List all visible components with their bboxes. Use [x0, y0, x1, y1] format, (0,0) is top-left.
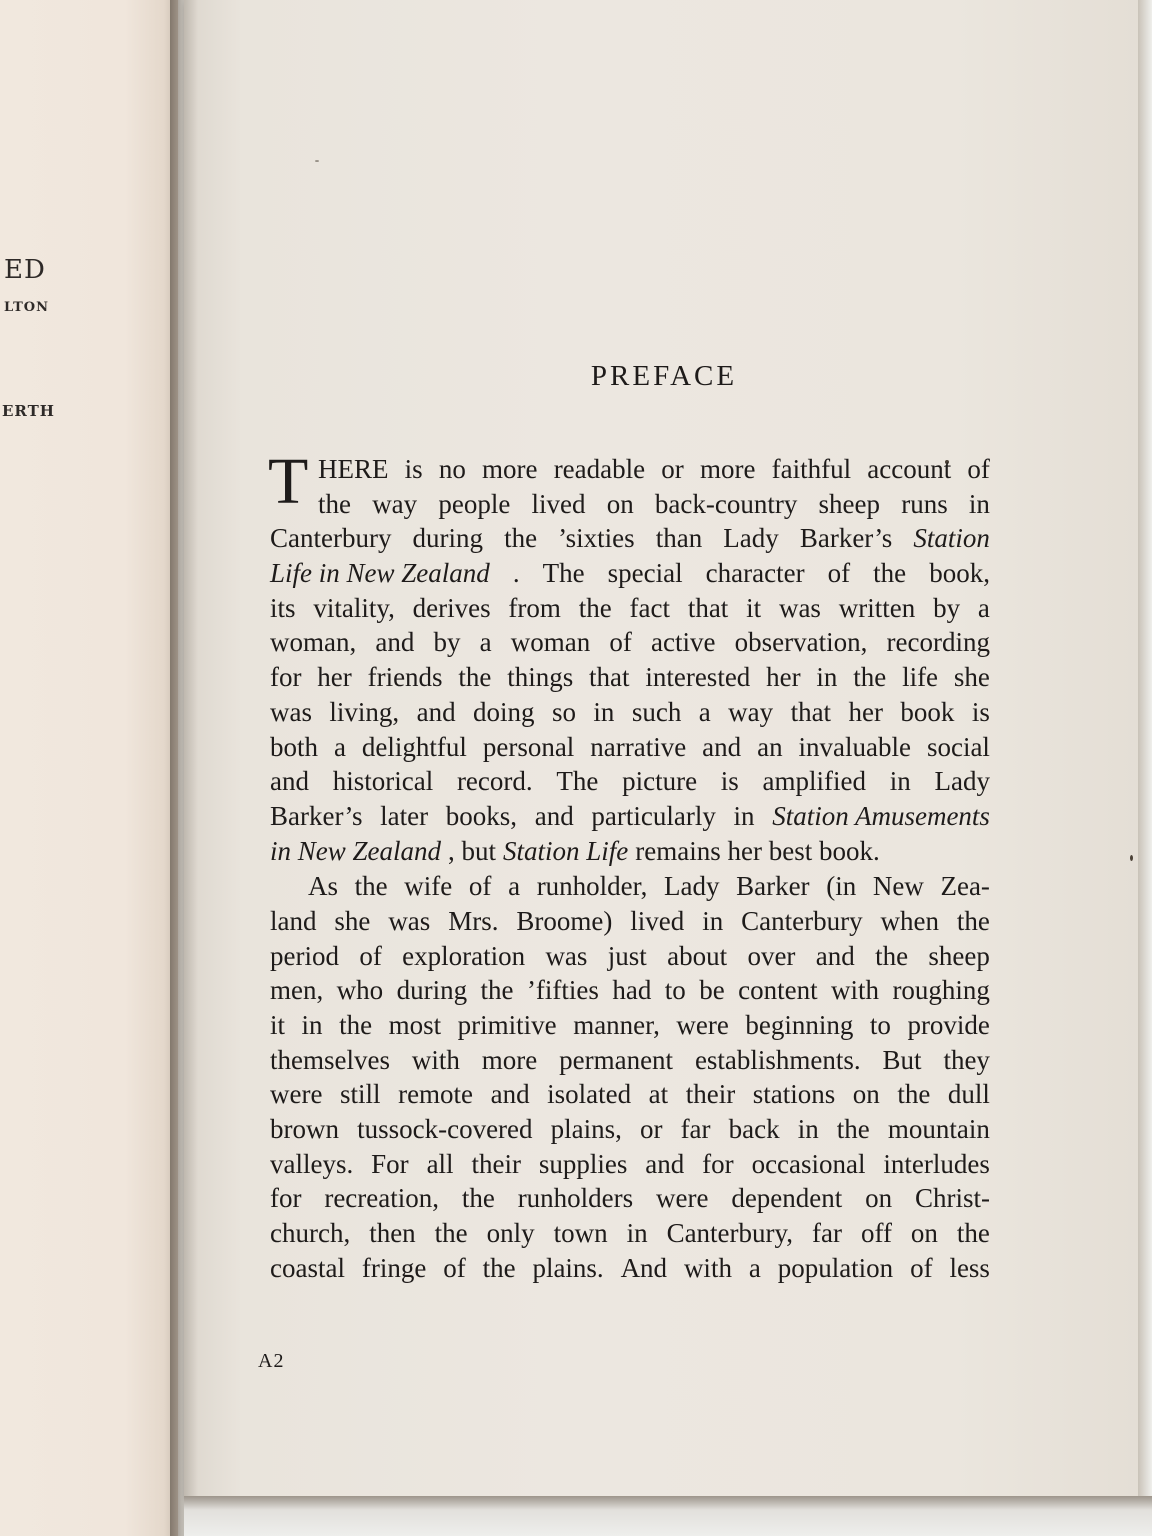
- word: the: [578, 592, 612, 623]
- word: isolated: [547, 1079, 632, 1110]
- word: that: [589, 662, 630, 693]
- word: no: [438, 454, 466, 484]
- word: Barker’s: [799, 523, 893, 554]
- word: lived: [531, 488, 586, 519]
- word: ’fifties: [526, 975, 599, 1006]
- word: the: [897, 1079, 931, 1110]
- word: and: [645, 1148, 685, 1179]
- word: of: [967, 454, 990, 484]
- word: things: [507, 662, 574, 693]
- word: in: [702, 905, 724, 936]
- word: or: [639, 1114, 663, 1145]
- word: way: [372, 488, 418, 519]
- word: narrative: [590, 731, 687, 762]
- word: a: [508, 871, 521, 902]
- word: people: [438, 488, 511, 519]
- word: ’sixties: [558, 523, 635, 554]
- word: in: [797, 1114, 819, 1145]
- text-line: [270, 695, 990, 730]
- word: with: [831, 975, 880, 1006]
- word: had: [612, 975, 652, 1006]
- word: from: [508, 592, 561, 623]
- word: the: [875, 940, 909, 971]
- word: And: [620, 1252, 668, 1283]
- word: Lady: [663, 871, 720, 902]
- word: both: [270, 731, 319, 762]
- text-line: [270, 799, 990, 834]
- word: town: [553, 1218, 608, 1249]
- word: the: [504, 523, 538, 554]
- word: back: [728, 1114, 780, 1145]
- word: her: [848, 696, 883, 727]
- word: over: [747, 940, 796, 971]
- word: their: [471, 1148, 521, 1179]
- word: the: [956, 905, 990, 936]
- word: Station: [913, 523, 990, 554]
- word: book,: [929, 558, 990, 589]
- signature-mark: A2: [258, 1350, 285, 1372]
- word: books,: [445, 800, 518, 831]
- word: such: [631, 696, 682, 727]
- word: the: [354, 871, 388, 902]
- word: occasional: [751, 1148, 866, 1179]
- word: for: [270, 1183, 302, 1214]
- word: establishments.: [694, 1044, 861, 1075]
- word: vitality,: [313, 592, 395, 623]
- preface-text: [268, 445, 990, 1286]
- word: land: [270, 905, 317, 936]
- word: in New Zealand: [270, 835, 442, 866]
- word: was: [270, 696, 312, 727]
- word: New: [872, 871, 924, 902]
- word: Station Amusements: [772, 800, 990, 831]
- text-line: [270, 1251, 990, 1286]
- word: way: [728, 696, 774, 727]
- word: and: [702, 731, 742, 762]
- word: a: [698, 696, 711, 727]
- word: of: [359, 940, 382, 971]
- word: only: [486, 1218, 535, 1249]
- word: manner,: [573, 1010, 660, 1040]
- word: record.: [456, 766, 533, 797]
- word: Canterbury,: [666, 1218, 794, 1249]
- word: during: [412, 523, 484, 554]
- word: of: [910, 1252, 933, 1283]
- word: provide: [907, 1010, 990, 1040]
- word: remote: [398, 1079, 474, 1110]
- word: church,: [270, 1218, 351, 1249]
- word: population: [777, 1252, 894, 1283]
- word: (in: [826, 871, 857, 902]
- word: is: [971, 696, 990, 727]
- word: the: [318, 488, 351, 519]
- word: back-country: [654, 488, 798, 519]
- word: on: [852, 1079, 880, 1110]
- word: far: [812, 1218, 842, 1249]
- word: roughing: [892, 975, 990, 1006]
- word: dull: [947, 1079, 990, 1110]
- word: themselves: [270, 1044, 390, 1075]
- word: was: [388, 905, 431, 936]
- word: for: [702, 1148, 734, 1179]
- word: personal: [482, 731, 575, 762]
- word: just: [607, 940, 647, 971]
- word: about: [667, 940, 728, 971]
- word: wife: [404, 871, 453, 902]
- word: Canterbury: [741, 905, 863, 936]
- word: at: [648, 1079, 669, 1110]
- text-line: [270, 521, 990, 556]
- word: coastal: [270, 1252, 345, 1283]
- word: .: [512, 558, 520, 589]
- word: be: [699, 975, 725, 1006]
- word: plains,: [550, 1114, 622, 1145]
- paragraph: [270, 869, 990, 1285]
- word: particularly: [591, 800, 716, 831]
- word: and: [490, 1079, 530, 1110]
- text-line: [270, 939, 990, 974]
- word: with: [683, 1252, 732, 1283]
- facing-page-fragment: ED: [4, 255, 46, 285]
- word: the: [853, 662, 887, 693]
- word: picture: [622, 766, 698, 797]
- word: and: [815, 940, 855, 971]
- word: on: [865, 1183, 893, 1214]
- word: the: [339, 1010, 373, 1040]
- word: in: [593, 696, 615, 727]
- text-line: [270, 625, 990, 660]
- word: an: [757, 731, 783, 762]
- word: then: [369, 1218, 416, 1249]
- word: social: [926, 731, 990, 762]
- word: plains.: [532, 1252, 604, 1283]
- word: Station Life: [503, 835, 629, 866]
- word: during: [396, 975, 468, 1006]
- word: Life in New Zealand: [270, 558, 490, 589]
- text-line: [270, 1112, 990, 1147]
- text-line: [270, 904, 990, 939]
- word: of: [609, 627, 632, 658]
- word: and: [534, 800, 574, 831]
- word: historical: [332, 766, 434, 797]
- page-title: PREFACE: [590, 360, 738, 392]
- word: their: [685, 1079, 736, 1110]
- word: when: [880, 905, 939, 936]
- word: to: [869, 1010, 891, 1040]
- word: account: [867, 454, 952, 484]
- drop-cap: T: [268, 445, 309, 518]
- word: runholders: [517, 1183, 634, 1214]
- word: later: [380, 800, 429, 831]
- text-line: [270, 487, 990, 522]
- word: by: [933, 592, 961, 623]
- text-line: [270, 834, 990, 869]
- word: observation,: [734, 627, 868, 658]
- word: runs: [901, 488, 948, 519]
- word: of: [468, 871, 492, 902]
- word: friends: [367, 662, 443, 693]
- text-line: [270, 973, 990, 1008]
- text-line: [270, 1077, 990, 1112]
- text-line: [270, 660, 990, 695]
- word: The: [556, 766, 599, 797]
- word: But: [882, 1044, 922, 1075]
- word: men,: [270, 975, 324, 1006]
- word: interludes: [883, 1148, 990, 1179]
- word: were: [676, 1010, 729, 1040]
- text-line: [270, 591, 990, 626]
- word: readable: [553, 454, 646, 484]
- word: the: [956, 1218, 990, 1249]
- word: it: [270, 1010, 286, 1040]
- paper-speck: [315, 160, 319, 162]
- word: for: [270, 662, 302, 693]
- word: the: [836, 1114, 870, 1145]
- word: delightful: [361, 731, 467, 762]
- word: written: [838, 592, 916, 623]
- word: woman,: [270, 627, 357, 658]
- word: and: [416, 696, 456, 727]
- word: special: [607, 558, 683, 589]
- word: permanent: [559, 1044, 674, 1075]
- word: , but: [448, 835, 497, 866]
- word: the: [458, 662, 492, 693]
- word: more: [481, 1044, 538, 1075]
- paragraph: [268, 445, 990, 868]
- word: her: [317, 662, 352, 693]
- word: that: [790, 696, 832, 727]
- word: living,: [329, 696, 400, 727]
- word: of: [827, 558, 851, 589]
- word: with: [411, 1044, 460, 1075]
- text-line: [270, 1147, 990, 1182]
- word: period: [270, 940, 339, 971]
- word: they: [943, 1044, 990, 1075]
- word: more: [699, 454, 756, 484]
- word: most: [388, 1010, 442, 1040]
- word: that: [687, 592, 729, 623]
- word: in: [968, 488, 990, 519]
- word: in: [626, 1218, 648, 1249]
- word: in: [301, 1010, 323, 1040]
- word: its: [270, 592, 296, 623]
- word: stations: [752, 1079, 836, 1110]
- paper-speck: [1130, 855, 1133, 861]
- word: and: [270, 766, 309, 797]
- word: or: [661, 454, 684, 484]
- word: Barker: [736, 871, 810, 902]
- facing-page-fragment: ERTH: [2, 402, 55, 420]
- facing-page: [0, 0, 178, 1536]
- word: by: [433, 627, 461, 658]
- word: far: [680, 1114, 711, 1145]
- word: primitive: [457, 1010, 557, 1040]
- word: character: [705, 558, 805, 589]
- word: than: [655, 523, 703, 554]
- word: the: [482, 1252, 516, 1283]
- word: the: [461, 1183, 495, 1214]
- word: the: [873, 558, 907, 589]
- word: a: [479, 627, 492, 658]
- text-line: [270, 1181, 990, 1216]
- word: on: [606, 488, 634, 519]
- word: was: [545, 940, 588, 971]
- word: Christ-: [914, 1183, 990, 1214]
- word: Mrs.: [448, 905, 499, 936]
- word: off: [860, 1218, 892, 1249]
- word: the: [434, 1218, 468, 1249]
- word: fact: [629, 592, 670, 623]
- word: the: [480, 975, 514, 1006]
- word: on: [910, 1218, 938, 1249]
- word: Zea-: [940, 871, 990, 902]
- word: life: [902, 662, 939, 693]
- word: Canterbury: [270, 523, 392, 554]
- word: a: [748, 1252, 761, 1283]
- word: mountain: [887, 1114, 990, 1145]
- word: As: [308, 871, 339, 902]
- word: faithful: [771, 454, 852, 484]
- word: supplies: [538, 1148, 628, 1179]
- word: beginning: [745, 1010, 854, 1040]
- text-line: [270, 556, 990, 591]
- word: fringe: [361, 1252, 427, 1283]
- text-line: [270, 1008, 990, 1043]
- word: a: [333, 731, 346, 762]
- word: her: [766, 662, 801, 693]
- word: derives: [412, 592, 491, 623]
- word: was: [778, 592, 821, 623]
- word: to: [664, 975, 686, 1006]
- text-line: [270, 764, 990, 799]
- facing-page-fragment: LTON: [4, 300, 49, 315]
- text-line: [270, 1216, 990, 1251]
- word: and: [375, 627, 415, 658]
- page-edge: [1138, 0, 1152, 1536]
- word: were: [270, 1079, 323, 1110]
- word: For: [371, 1148, 409, 1179]
- word: Lady: [934, 766, 990, 797]
- book-gutter-shadow: [170, 0, 198, 1536]
- word: is: [404, 454, 423, 484]
- word: in: [889, 766, 911, 797]
- word: it: [746, 592, 762, 623]
- word: she: [334, 905, 371, 936]
- word: active: [651, 627, 716, 658]
- word: a: [977, 592, 990, 623]
- word: lived: [630, 905, 685, 936]
- word: recording: [886, 627, 990, 658]
- word: Broome): [516, 905, 613, 936]
- word: were: [656, 1183, 709, 1214]
- word: is: [720, 766, 739, 797]
- word: still: [340, 1079, 381, 1110]
- word: in: [733, 800, 755, 831]
- word: who: [336, 975, 384, 1006]
- word: tussock-covered: [357, 1114, 533, 1145]
- word: Lady: [723, 523, 779, 554]
- word: invaluable: [798, 731, 911, 762]
- word: valleys.: [270, 1148, 354, 1179]
- word: more: [482, 454, 538, 484]
- word: interested: [645, 662, 751, 693]
- word: dependent: [731, 1183, 843, 1214]
- word: book: [900, 696, 955, 727]
- word: amplified: [762, 766, 867, 797]
- word: remains her best book.: [635, 835, 880, 866]
- word: Barker’s: [270, 800, 363, 831]
- word: woman: [510, 627, 591, 658]
- word: sheep: [818, 488, 881, 519]
- word: runholder,: [536, 871, 648, 902]
- word: HERE: [318, 454, 389, 484]
- word: she: [953, 662, 990, 693]
- text-line: [270, 730, 990, 765]
- page-bottom-edge: [184, 1496, 1152, 1536]
- text-line: [270, 452, 990, 487]
- text-line: [270, 869, 990, 904]
- word: less: [949, 1252, 990, 1283]
- word: recreation,: [324, 1183, 439, 1214]
- word: of: [443, 1252, 466, 1283]
- word: so: [551, 696, 576, 727]
- word: content: [738, 975, 818, 1006]
- word: brown: [270, 1114, 339, 1145]
- word: sheep: [928, 940, 990, 971]
- word: The: [542, 558, 585, 589]
- word: exploration: [402, 940, 526, 971]
- word: doing: [473, 696, 535, 727]
- text-line: [270, 1043, 990, 1078]
- word: in: [816, 662, 838, 693]
- word: all: [426, 1148, 454, 1179]
